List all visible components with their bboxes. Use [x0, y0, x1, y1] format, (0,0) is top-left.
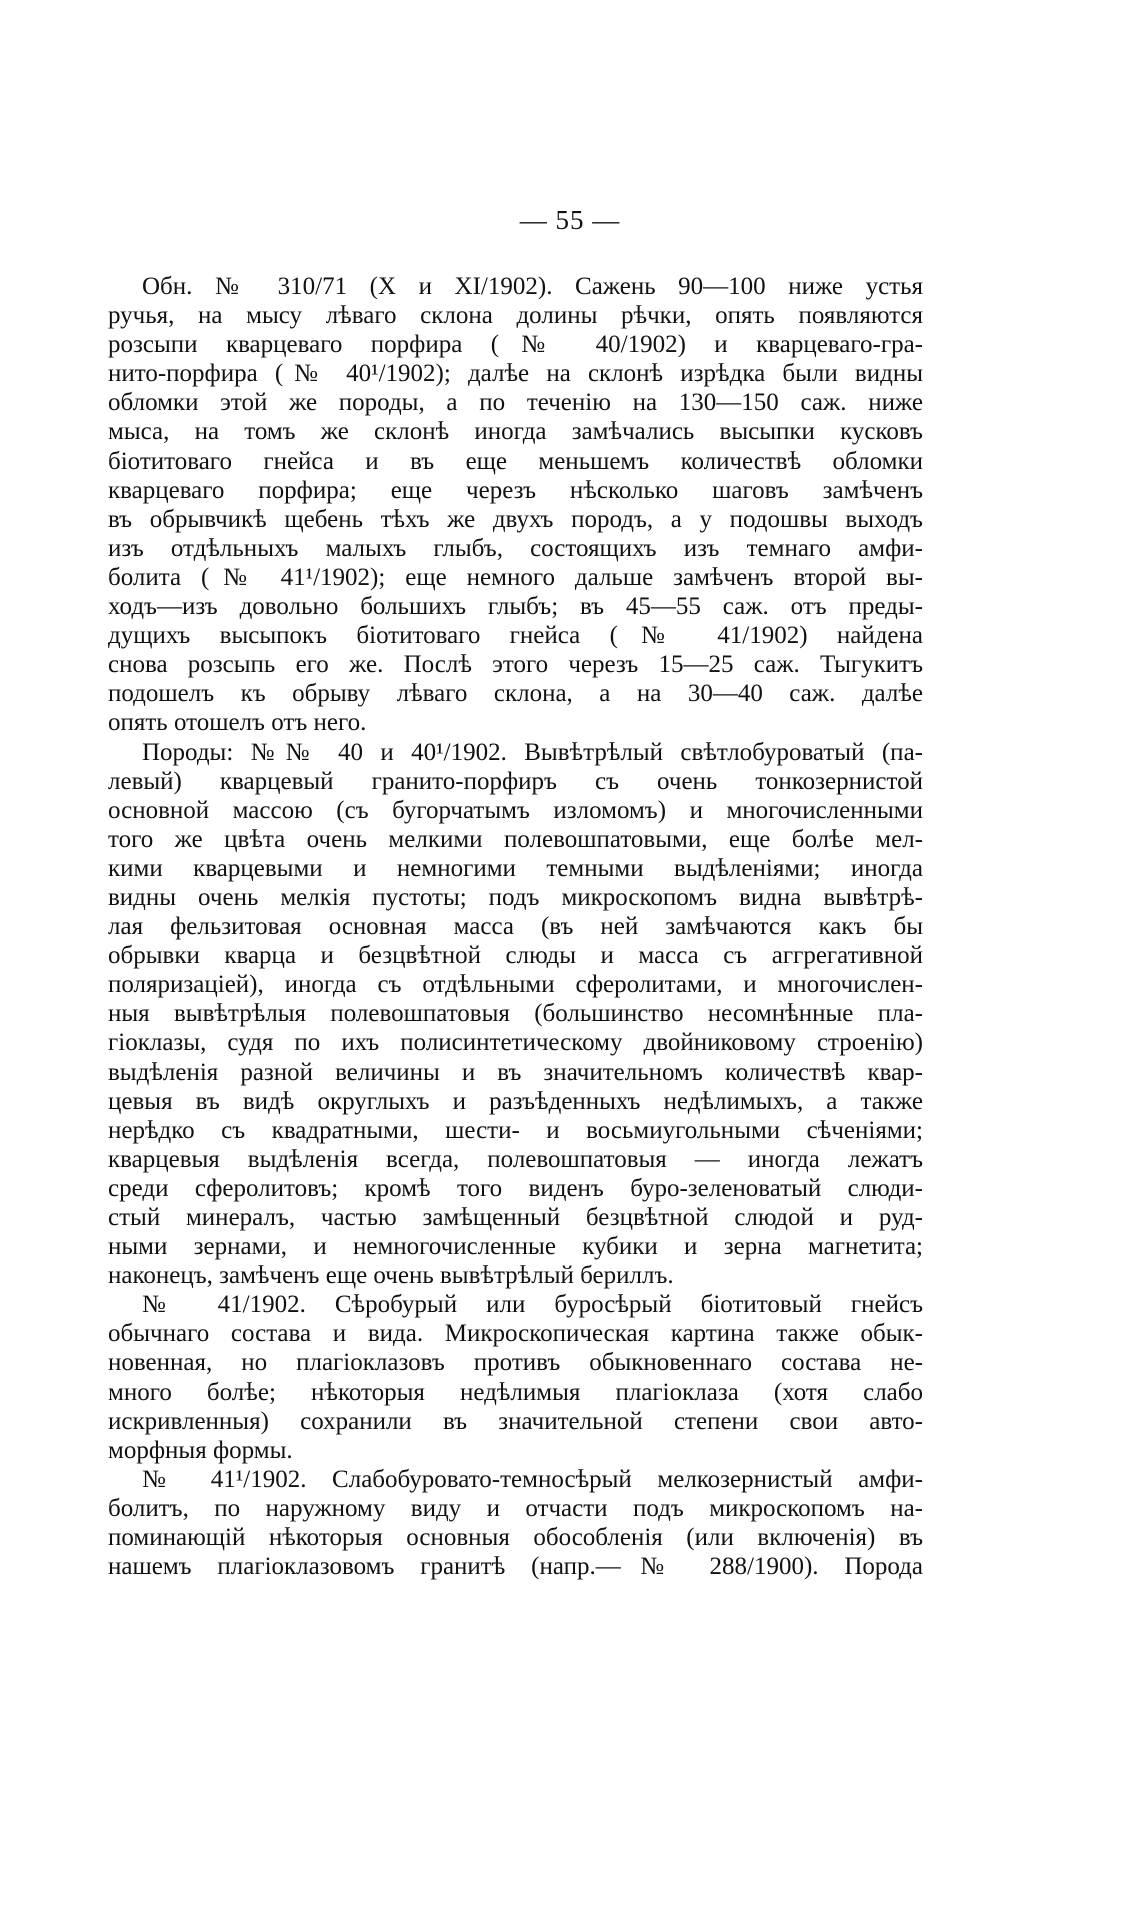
text-line: № 41¹/1902. Слабобуровато-темносѣрый мелкозернистый амфи-	[142, 1465, 923, 1493]
text-line: ходъ—изъ довольно большихъ глыбъ; въ 45—55 саж. отъ преды-	[108, 593, 923, 621]
text-line: Обн. № 310/71 (X и XI/1902). Сажень 90—100 ниже устья	[142, 273, 923, 300]
text-line: мыса, на томъ же склонѣ иногда замѣчались высыпки кусковъ	[108, 418, 923, 446]
text-line: левый) кварцевый гранито-порфиръ съ очень тонкозернистой	[108, 767, 923, 795]
text-line: стый минералъ, частью замѣщенный безцвѣтной слюдой и руд-	[108, 1204, 923, 1231]
text-line: Породы: №№ 40 и 40¹/1902. Вывѣтрѣлый свѣтлобуроватый (па-	[142, 738, 923, 766]
text-line: нерѣдко съ квадратными, шести- и восьмиугольными сѣченіями;	[108, 1116, 923, 1144]
paragraph	[108, 738, 923, 1291]
text-line: опять отошелъ отъ него.	[108, 709, 367, 737]
text-line: поминающій нѣкоторыя основныя обособленія (или включенія) въ	[108, 1524, 923, 1552]
text-line: болита (№ 41¹/1902); еще немного дальше замѣченъ второй вы-	[108, 563, 923, 591]
text-line: обломки этой же породы, а по теченію на 130—150 саж. ниже	[108, 389, 923, 417]
text-line: кими кварцевыми и немногими темными выдѣленіями; иногда	[108, 854, 923, 882]
text-line: нашемъ плагіоклазовомъ гранитѣ (напр.—№ 288/1900). Порода	[108, 1553, 923, 1581]
text-line: № 41/1902. Сѣробурый или буросѣрый біотитовый гнейсъ	[142, 1291, 923, 1319]
text-line: выдѣленія разной величины и въ значительномъ количествѣ квар-	[108, 1058, 923, 1086]
text-line: основной массою (съ бугорчатымъ изломомъ) и многочисленными	[108, 796, 923, 824]
text-line: нито-порфира (№ 40¹/1902); далѣе на склонѣ изрѣдка были видны	[108, 360, 923, 388]
text-line: того же цвѣта очень мелкими полевошпатовыми, еще болѣе мел-	[108, 825, 923, 853]
text-line: обычнаго состава и вида. Микроскопическая картина также обык-	[108, 1320, 923, 1348]
paragraph	[108, 1465, 923, 1581]
text-line: снова розсыпь его же. Послѣ этого черезъ 15—25 саж. Тыгукитъ	[108, 651, 923, 679]
text-line: гіоклазы, судя по ихъ полисинтетическому двойниковому строенію)	[108, 1029, 923, 1057]
text-line: дущихъ высыпокъ біотитоваго гнейса (№ 41/1902) найдена	[108, 622, 923, 650]
paragraph	[108, 272, 923, 738]
text-line: наконецъ, замѣченъ еще очень вывѣтрѣлый бериллъ.	[108, 1262, 674, 1290]
text-line: болитъ, по наружному виду и отчасти подъ микроскопомъ на-	[108, 1494, 923, 1522]
text-line: морфныя формы.	[108, 1436, 293, 1464]
paragraph	[108, 1290, 923, 1465]
text-line: кварцеваго порфира; еще черезъ нѣсколько шаговъ замѣченъ	[108, 476, 923, 504]
text-line: ручья, на мысу лѣваго склона долины рѣчки, опять появляются	[108, 302, 923, 330]
text-line: ными зернами, и немногочисленные кубики и зерна магнетита;	[108, 1233, 923, 1261]
body-text	[108, 272, 923, 1581]
text-line: искривленныя) сохранили въ значительной степени свои авто-	[108, 1407, 923, 1435]
text-line: біотитоваго гнейса и въ еще меньшемъ количествѣ обломки	[108, 447, 923, 475]
text-line: изъ отдѣльныхъ малыхъ глыбъ, состоящихъ изъ темнаго амфи-	[108, 534, 923, 562]
text-line: поляризаціей), иногда съ отдѣльными сферолитами, и многочислен-	[108, 971, 923, 999]
text-line: лая фельзитовая основная масса (въ ней замѣчаются какъ бы	[108, 913, 923, 941]
text-line: обрывки кварца и безцвѣтной слюды и масса съ аггрегативной	[108, 942, 923, 970]
text-line: розсыпи кварцеваго порфира (№ 40/1902) и кварцеваго-гра-	[108, 331, 923, 359]
text-line: видны очень мелкія пустоты; подъ микроскопомъ видна вывѣтрѣ-	[108, 883, 923, 911]
page-number: — 55 —	[519, 205, 621, 235]
text-line: много болѣе; нѣкоторыя недѣлимыя плагіоклаза (хотя слабо	[108, 1378, 923, 1406]
text-line: кварцевыя выдѣленія всегда, полевошпатовыя — иногда лежатъ	[108, 1145, 923, 1173]
text-line: въ обрывчикѣ щебень тѣхъ же двухъ породъ, а у подошвы выходъ	[108, 505, 923, 533]
text-line: подошелъ къ обрыву лѣваго склона, а на 30—40 саж. далѣе	[108, 680, 923, 708]
text-line: новенная, но плагіоклазовъ противъ обыкновеннаго состава не-	[108, 1349, 923, 1377]
text-line: ныя вывѣтрѣлыя полевошпатовыя (большинство несомнѣнные пла-	[108, 1000, 923, 1028]
text-line: среди сферолитовъ; кромѣ того виденъ буро-зеленоватый слюди-	[108, 1174, 923, 1202]
text-line: цевыя въ видѣ округлыхъ и разъѣденныхъ недѣлимыхъ, а также	[108, 1087, 923, 1115]
